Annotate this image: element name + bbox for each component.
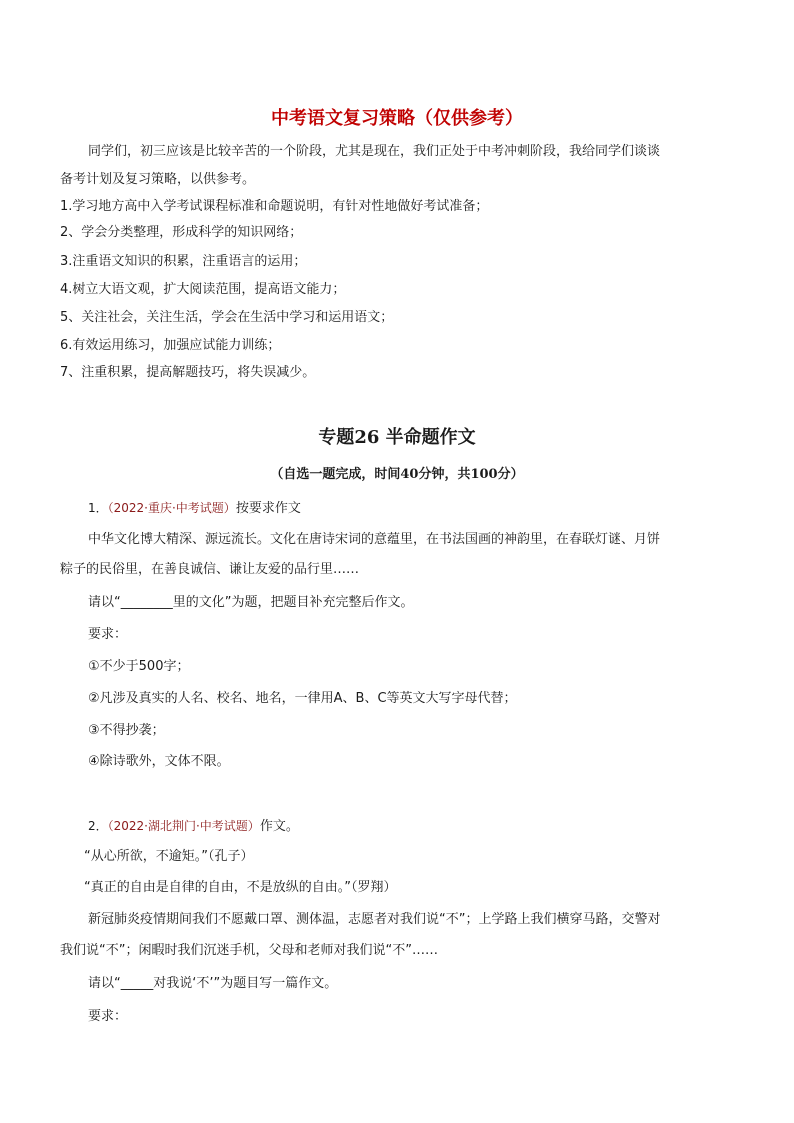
q2-paragraph-line1: 新冠肺炎疫情期间我们不愿戴口罩、测体温，志愿者对我们说“不”；上学路上我们横穿马路，交警对: [88, 912, 661, 927]
q1-requirements-label: 要求：: [88, 627, 128, 642]
strategy-title: 中考语文复习策略（仅供参考）: [271, 108, 523, 129]
q1-number: 1．: [88, 501, 108, 515]
strategy-intro-line2: 备考计划及复习策略，以供参考。: [60, 172, 256, 187]
strategy-item-7: 7、注重积累，提高解题技巧，将失误减少。: [60, 365, 316, 380]
q2-quote-2: “真正的自由是自律的自由，不是放纵的自由。”（罗翔）: [84, 880, 397, 895]
q2-quote-1: “从心所欲，不逾矩。”（孔子）: [84, 849, 254, 864]
q1-task: 按要求作文: [235, 501, 301, 516]
q1-requirement-2: ②凡涉及真实的人名、校名、地名，一律用A、B、C等英文大写字母代替；: [88, 691, 517, 706]
strategy-item-5: 5、关注社会，关注生活，学会在生活中学习和运用语文；: [60, 310, 394, 325]
q2-requirements-label: 要求：: [88, 1009, 128, 1024]
strategy-item-2: 2、学会分类整理，形成科学的知识网络；: [60, 225, 303, 240]
q2-number: 2．: [88, 819, 108, 833]
q1-requirement-4: ④除诗歌外，文体不限。: [88, 754, 230, 769]
q2-source: （2022·湖北荆门·中考试题）: [107, 819, 260, 833]
q1-prompt: 请以“________里的文化”为题，把题目补充完整后作文。: [88, 595, 414, 610]
q1-heading: [88, 499, 301, 518]
q1-requirement-1: ①不少于500字；: [88, 659, 190, 674]
q2-prompt: 请以“_____对我说‘不’”为题目写一篇作文。: [88, 976, 338, 991]
topic-subtitle: （自选一题完成，时间40分钟，共100分）: [270, 467, 524, 482]
strategy-intro-line1: 同学们，初三应该是比较辛苦的一个阶段，尤其是现在，我们正处于中考冲刺阶段，我给同学们谈谈: [88, 144, 661, 159]
strategy-item-1: 1.学习地方高中入学考试课程标准和命题说明，有针对性地做好考试准备；: [60, 199, 489, 214]
q1-source: （2022·重庆·中考试题）: [107, 501, 236, 515]
strategy-item-4: 4.树立大语文观，扩大阅读范围，提高语文能力；: [60, 282, 346, 297]
topic-title: 专题26 半命题作文: [318, 427, 476, 448]
q2-task: 作文。: [259, 819, 299, 834]
q2-heading: [88, 817, 299, 836]
q2-paragraph-line2: 我们说“不”；闲暇时我们沉迷手机，父母和老师对我们说“不”……: [60, 943, 438, 958]
q1-paragraph-line1: 中华文化博大精深、源远流长。文化在唐诗宋词的意蕴里，在书法国画的神韵里，在春联灯谜、月饼: [88, 532, 661, 547]
strategy-item-6: 6.有效运用练习，加强应试能力训练；: [60, 338, 281, 353]
q1-requirement-3: ③不得抄袭；: [88, 723, 165, 738]
strategy-item-3: 3.注重语文知识的积累，注重语言的运用；: [60, 254, 307, 269]
q1-paragraph-line2: 粽子的民俗里，在善良诚信、谦让友爱的品行里……: [60, 562, 360, 577]
